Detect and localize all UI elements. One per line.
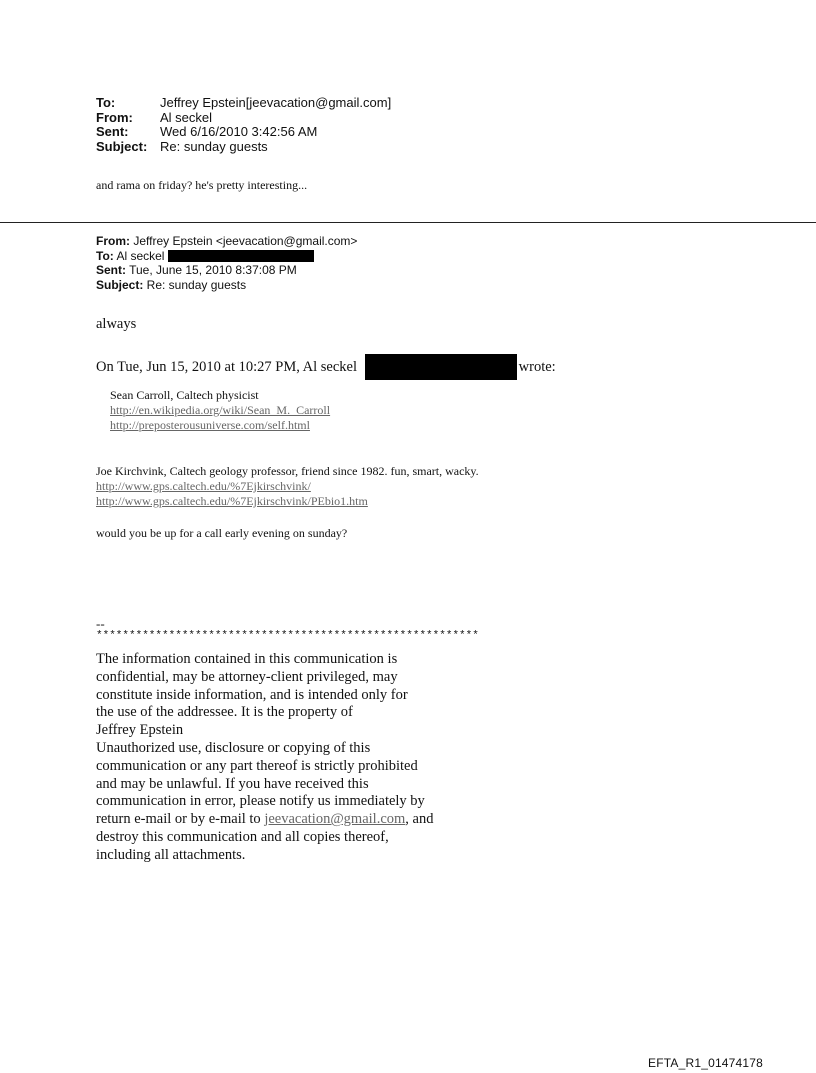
disclaimer-line: constitute inside information, and is intended only for	[96, 686, 408, 703]
redaction-bar	[168, 250, 314, 262]
joe-line: Joe Kirchvink, Caltech geology professor, friend since 1982. fun, smart, wacky.	[96, 464, 479, 478]
to-value: Jeffrey Epstein[jeevacation@gmail.com]	[160, 95, 392, 110]
disclaimer-line: including all attachments.	[96, 846, 246, 863]
to-label: To:	[96, 95, 116, 110]
email-body: and rama on friday? he's pretty interesting...	[96, 178, 308, 192]
quoted-from-row	[96, 234, 357, 249]
disclaimer-line: and may be unlawful. If you have received this	[96, 775, 369, 792]
quoted-subject-label: Subject:	[96, 277, 144, 292]
sean-link-self[interactable]: http://preposterousuniverse.com/self.html	[110, 418, 310, 432]
sent-label: Sent:	[96, 124, 129, 139]
divider	[0, 222, 816, 223]
sent-row	[96, 125, 391, 140]
quoted-subject-row	[96, 278, 357, 293]
quoted-from-value: Jeffrey Epstein <jeevacation@gmail.com>	[130, 234, 358, 248]
disclaimer-line: confidential, may be attorney-client privileged, may	[96, 668, 398, 685]
sean-line: Sean Carroll, Caltech physicist	[110, 388, 259, 402]
email-link[interactable]: jeevacation@gmail.com	[264, 811, 406, 828]
document-id: EFTA_R1_01474178	[648, 1056, 764, 1070]
quoted-sent-value: Tue, June 15, 2010 8:37:08 PM	[126, 263, 297, 277]
joe-block	[96, 464, 479, 509]
quoted-to-row	[96, 249, 357, 264]
attribution-prefix: On Tue, Jun 15, 2010 at 10:27 PM, Al seckel	[96, 359, 361, 375]
quoted-sent-row	[96, 263, 357, 278]
disclaimer-line	[96, 811, 476, 829]
joe-link-bio[interactable]: http://www.gps.caltech.edu/%7Ejkirschvink/PEbio1.htm	[96, 494, 368, 508]
quoted-sent-label: Sent:	[96, 263, 126, 277]
disclaimer-text: , and	[405, 811, 434, 828]
sent-value: Wed 6/16/2010 3:42:56 AM	[160, 124, 318, 139]
from-value: Al seckel	[160, 109, 213, 125]
quoted-body: always	[96, 316, 137, 332]
subject-label: Subject:	[96, 138, 148, 154]
quoted-from-label: From:	[96, 234, 130, 248]
signature-stars: **********************************************************	[96, 630, 479, 642]
disclaimer-line: communication or any part thereof is strictly prohibited	[96, 757, 418, 774]
sean-block	[110, 388, 330, 433]
from-row	[96, 111, 391, 126]
disclaimer-line: Jeffrey Epstein	[96, 722, 184, 739]
email-header	[96, 96, 391, 154]
disclaimer-text: return e-mail or by e-mail to	[96, 811, 265, 828]
attribution-suffix: wrote:	[518, 359, 556, 375]
disclaimer-line: destroy this communication and all copies thereof,	[96, 828, 389, 845]
joe-link-home[interactable]: http://www.gps.caltech.edu/%7Ejkirschvink/	[96, 479, 311, 493]
from-label: From:	[96, 109, 133, 125]
quoted-subject-value: Re: sunday guests	[143, 277, 247, 292]
subject-row	[96, 140, 391, 155]
disclaimer-line: communication in error, please notify us immediately by	[96, 793, 425, 810]
quoted-to-label: To:	[96, 248, 114, 263]
redaction-bar	[365, 354, 517, 380]
disclaimer	[96, 651, 476, 865]
call-line: would you be up for a call early evening on sunday?	[96, 526, 348, 540]
sean-link-wikipedia[interactable]: http://en.wikipedia.org/wiki/Sean_M._Carroll	[110, 403, 331, 417]
disclaimer-line: The information contained in this communication is	[96, 651, 398, 667]
disclaimer-line: Unauthorized use, disclosure or copying of this	[96, 739, 371, 756]
to-row	[96, 96, 391, 111]
subject-value: Re: sunday guests	[160, 138, 268, 154]
signature-dashes: --	[96, 616, 105, 631]
disclaimer-line: the use of the addressee. It is the property of	[96, 704, 353, 721]
quoted-header	[96, 234, 357, 292]
quoted-to-value: Al seckel	[113, 248, 168, 263]
attribution-line	[96, 354, 556, 380]
